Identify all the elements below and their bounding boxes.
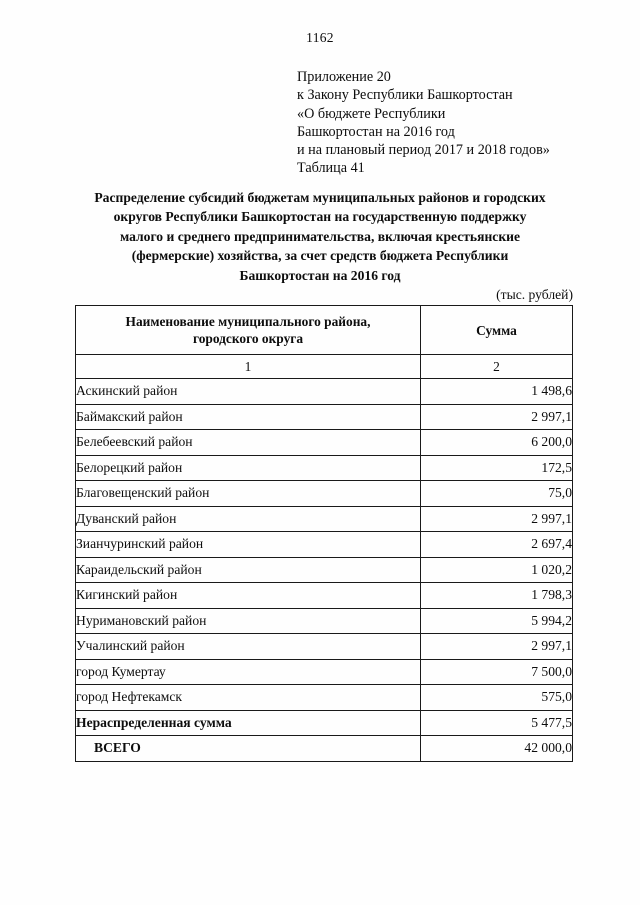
appendix-reference-block xyxy=(297,68,597,178)
row-sum: 2 997,1 xyxy=(421,634,573,660)
table-body xyxy=(76,379,573,762)
row-name: Благовещенский район xyxy=(76,481,421,507)
row-name: город Нефтекамск xyxy=(76,685,421,711)
row-name: Дуванский район xyxy=(76,506,421,532)
page-number: 1162 xyxy=(306,30,334,45)
row-name: город Кумертау xyxy=(76,659,421,685)
table-row xyxy=(76,404,573,430)
table-row-undistributed xyxy=(76,710,573,736)
table-header-row xyxy=(76,306,573,355)
appendix-line-3: «О бюджете Республики xyxy=(297,105,446,122)
table-row xyxy=(76,557,573,583)
appendix-line-4: Башкортостан на 2016 год xyxy=(297,123,455,140)
title-line-2: округов Республики Башкортостан на государственную поддержку xyxy=(113,209,527,225)
table-row xyxy=(76,379,573,405)
row-sum: 5 477,5 xyxy=(421,710,573,736)
row-name: Кигинский район xyxy=(76,583,421,609)
units-note: (тыс. рублей) xyxy=(496,287,573,302)
row-name: Зианчуринский район xyxy=(76,532,421,558)
row-sum: 75,0 xyxy=(421,481,573,507)
row-sum: 575,0 xyxy=(421,685,573,711)
row-sum: 2 697,4 xyxy=(421,532,573,558)
row-sum: 2 997,1 xyxy=(421,404,573,430)
table-row xyxy=(76,685,573,711)
table-row xyxy=(76,608,573,634)
appendix-line-5: и на плановый период 2017 и 2018 годов» xyxy=(297,142,550,159)
table-row xyxy=(76,481,573,507)
title-line-3: малого и среднего предпринимательства, включая крестьянские xyxy=(119,228,521,244)
row-sum: 1 798,3 xyxy=(421,583,573,609)
row-name: Караидельский район xyxy=(76,557,421,583)
title-line-5: Башкортостан на 2016 год xyxy=(239,267,401,283)
row-name: ВСЕГО xyxy=(76,736,421,762)
column-number-2: 2 xyxy=(421,355,573,379)
column-header-sum: Сумма xyxy=(421,306,573,355)
table-row xyxy=(76,659,573,685)
table-row-total xyxy=(76,736,573,762)
row-name: Нераспределенная сумма xyxy=(76,710,421,736)
row-sum: 172,5 xyxy=(421,455,573,481)
table-row xyxy=(76,634,573,660)
appendix-table-number: Таблица 41 xyxy=(297,160,365,177)
document-title xyxy=(66,188,574,285)
column-header-name-line2: городского округа xyxy=(192,331,304,346)
row-sum: 7 500,0 xyxy=(421,659,573,685)
row-name: Учалинский район xyxy=(76,634,421,660)
table-column-number-row xyxy=(76,355,573,379)
column-number-1: 1 xyxy=(76,355,421,379)
row-sum: 1 020,2 xyxy=(421,557,573,583)
row-name: Баймакский район xyxy=(76,404,421,430)
table-row xyxy=(76,506,573,532)
row-sum: 2 997,1 xyxy=(421,506,573,532)
title-line-4: (фермерские) хозяйства, за счет средств бюджета Республики xyxy=(131,248,509,264)
subsidy-table xyxy=(75,305,573,762)
row-sum: 1 498,6 xyxy=(421,379,573,405)
table-row xyxy=(76,583,573,609)
table-row xyxy=(76,455,573,481)
row-name: Белорецкий район xyxy=(76,455,421,481)
row-sum: 5 994,2 xyxy=(421,608,573,634)
table-row xyxy=(76,532,573,558)
column-header-name xyxy=(76,306,421,355)
subsidy-table-container xyxy=(75,305,572,762)
row-name: Аскинский район xyxy=(76,379,421,405)
column-header-name-line1: Наименование муниципального района, xyxy=(125,314,371,329)
row-sum: 6 200,0 xyxy=(421,430,573,456)
row-name: Нуримановский район xyxy=(76,608,421,634)
table-row xyxy=(76,430,573,456)
title-line-1: Распределение субсидий бюджетам муниципальных районов и городских xyxy=(94,190,546,205)
appendix-line-2: к Закону Республики Башкортостан xyxy=(297,87,513,104)
row-name: Белебеевский район xyxy=(76,430,421,456)
row-sum: 42 000,0 xyxy=(421,736,573,762)
appendix-line-1: Приложение 20 xyxy=(297,69,391,85)
